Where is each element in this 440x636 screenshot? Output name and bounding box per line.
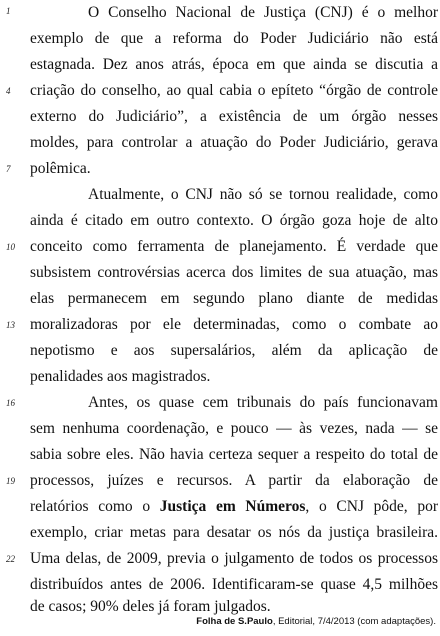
text-line: conceito como ferramenta de planejamento. É verdade que: [30, 238, 438, 255]
text-line: distribuídos antes de 2006. Identificaram-se quase 4,5 milhões: [30, 576, 438, 593]
line-number: 22: [6, 554, 15, 564]
text-line: criação do conselho, ao qual cabia o epíteto “órgão de controle: [30, 82, 438, 99]
text-fragment: , o CNJ pôde, por: [305, 498, 438, 515]
source-details: , Editorial, 7/4/2013 (com adaptações).: [272, 616, 436, 627]
text-line: Atualmente, o CNJ não só se tornou realidade, como: [88, 186, 438, 203]
text-line: ainda é citado em outro contexto. O órgão goza hoje de alto: [30, 212, 438, 229]
text-fragment: relatórios como o: [30, 498, 151, 515]
text-line: subsistem controvérsias acerca dos limites de sua atuação, mas: [30, 264, 438, 281]
text-line: Uma delas, de 2009, previa o julgamento de todos os processos: [30, 550, 438, 567]
line-number: 10: [6, 242, 15, 252]
text-line: elas permanecem em segundo plano diante de medidas: [30, 290, 438, 307]
text-line: sem nenhuma coordenação, e pouco — às vezes, nada — se: [30, 420, 438, 437]
line-number: 7: [6, 164, 11, 174]
source-citation: [196, 616, 436, 627]
text-line: moldes, para controlar a atuação do Poder Judiciário, gerava: [30, 134, 438, 151]
line-number: 1: [6, 6, 11, 16]
line-number: 16: [6, 398, 15, 408]
text-line: estagnada. Dez anos atrás, época em que ainda se discutia a: [30, 56, 438, 73]
text-line: externo do Judiciário”, a existência de um órgão nesses: [30, 108, 438, 125]
line-number: 4: [6, 86, 11, 96]
line-number: 19: [6, 476, 15, 486]
text-line: sabia sobre eles. Não havia certeza sequer a respeito do total de: [30, 446, 438, 463]
text-line: exemplo de que a reforma do Poder Judiciário não está: [30, 30, 438, 47]
text-line: penalidades aos magistrados.: [30, 368, 211, 385]
line-number: 13: [6, 320, 15, 330]
text-line: processos, juízes e recursos. A partir da elaboração de: [30, 472, 438, 489]
text-line: [30, 494, 438, 520]
text-line: de casos; 90% deles já foram julgados.: [30, 598, 271, 615]
text-line: O Conselho Nacional de Justiça (CNJ) é o melhor: [88, 4, 438, 21]
text-line: Antes, os quase cem tribunais do país funcionavam: [88, 394, 438, 411]
text-line: polêmica.: [30, 160, 91, 177]
text-line: moralizadoras por ele determinadas, como o combate ao: [30, 316, 438, 333]
text-line: exemplo, criar metas para desatar os nós da justiça brasileira.: [30, 524, 438, 541]
source-publication: Folha de S.Paulo: [196, 616, 273, 627]
text-line: nepotismo e aos supersalários, além da aplicação de: [30, 342, 438, 359]
bold-title: Justiça em Números: [159, 498, 306, 515]
